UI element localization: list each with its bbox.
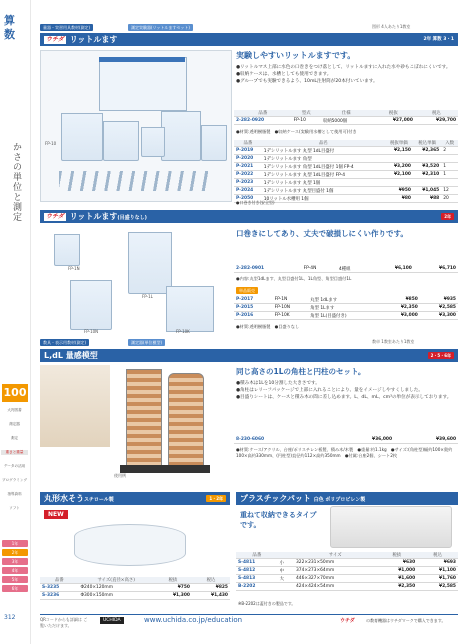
product-subtitle: 白色 ポリプロピレン製 [313,497,366,503]
table-row: S-4812 中 374×273×64mm ¥1,000 ¥1,100 [238,568,456,574]
tray-table: 品番 サイズ 税抜 税込 S-4811 小 322×231×50mm ¥630 ¥693 S-4812 中 374×273×64mm ¥1,000 ¥1,100 S-4813 大 446×327×70mm ¥1,600 ¥1,760 B-2202 424×424×54mm ¥2,350 ¥2,585 [238,553,456,589]
product-photo-cups [40,226,230,334]
brand-logo: ウチダ [46,35,64,43]
photo-label: FP-1L [142,294,153,299]
sidebar-item-2[interactable]: 測定器 [9,422,20,426]
sidebar-item-6[interactable]: プログラミング [1,478,28,482]
grade-tab-5[interactable]: 5年 [2,576,28,583]
tank-table: 品番 サイズ(直径×高さ) 税抜 税込 S-3235 Φ240×120mm ¥750 ¥825 S-3236 Φ300×150mm ¥1,300 ¥1,430 [42,578,228,598]
brand-logo: ウチダ [46,212,64,220]
feature-list [236,380,456,401]
table-row: 8-230-6060 ¥36,000 ¥39,600 [236,437,456,442]
product-subtitle: (目盛りなし) [117,215,147,221]
product-table [234,265,458,273]
feature-item: ●グループでも実験できるよう、10mL注射筒が20本付いています。 [236,79,378,84]
footer-url[interactable]: www.uchida.co.jp/education [144,616,243,624]
table-row: P-2022 1デシリットルます 丸型 1dL目盛付 FP-4 ¥2,100 ¥2,310 1 [234,171,458,179]
grade-label: 2・5・6年 [428,352,454,359]
table-row: S-3236 Φ300×150mm ¥1,300 ¥1,430 [42,593,228,598]
subcategory-tag: 測定器(単位模型) [128,339,165,346]
grade-tab-3[interactable]: 3年 [2,558,28,565]
parts-table: 品番 品名 税抜単価 税込単価 入数 P-2019 1デシリットルます 丸型 1dL目盛付 ¥2,150 ¥2,365 2 P-2020 1デシリットルます 角型 P-2021 1デシリットルます 角型 1dL目盛付 1個 FP-4 ¥3,200 ¥3,520 1 P-2022 1デシリットルます 丸型 1dL目盛付 FP-4 ¥2,100 ¥2,310 1 P-2023 1デシリットルます 丸型 1個 P-2024 1デシリットルます 丸型目盛付 1個 ¥950 ¥1,045 12 P-2050 10リットル水槽用 1個 ¥80 ¥88 20 [234,140,458,203]
headline: 同じ高さの1Lの角柱と円柱のセット。 [236,367,366,376]
headline: 実験しやすいリットルますです。 [236,51,356,60]
sidebar [0,0,31,644]
section-heading: かさの単位と測定 [11,142,21,222]
footer-mark: ウチダ [340,618,355,624]
headline: 口巻きにしてあり、丈夫で破損しにくい作りです。 [236,229,408,238]
table-row: P-2024 1デシリットルます 丸型目盛付 1個 ¥950 ¥1,045 12 [234,187,458,195]
sidebar-item-3[interactable]: 測定 [10,436,19,440]
title-char-1: 算 [4,14,15,27]
product-bar-2 [40,210,458,223]
product-title: L,dL 量感模型 [44,351,98,360]
product-photo-volume-model [40,365,230,483]
usage-badge: 図形 4人あたり1教室 [372,24,411,29]
table-row: 2-282-0920 FP-10 収納5000個 ¥27,000 ¥29,700 [236,118,456,124]
feature-item: ●目盛りシートは、ケースと積み木の間に差し込めます。L、dL、mL、cm³の単位が表示しております。 [236,395,452,400]
product-bar-5 [236,492,458,505]
grade-tab-6[interactable]: 6年 [2,585,28,592]
category-tag: 量器・実習用具教材(測定) [40,24,93,31]
single-sale-label: 単品販売 [236,287,258,294]
page-title [4,14,15,42]
product-subtitle: スチロール製 [84,497,114,503]
grade-label: 1・2年 [206,495,226,502]
sidebar-item-7[interactable]: 指導資料 [7,492,22,496]
sidebar-item-1[interactable]: 大判図書 [7,408,22,412]
photo-label: FP-1N [68,266,80,271]
product-title: リットルます [69,212,118,221]
single-sale-table [234,296,458,320]
table-row: S-4811 小 322×231×50mm ¥630 ¥693 [238,560,456,566]
feature-item: ●積み木は1Lを10分割した大きさです。 [236,381,320,386]
category-tag: 教具・表示用教材(測定) [40,339,89,346]
grade-label: 2年 [441,213,454,220]
table-row: S-4813 大 446×327×70mm ¥1,600 ¥1,760 [238,576,456,582]
product-title: リットルます [69,35,118,44]
grade-tab-4[interactable]: 4年 [2,567,28,574]
table-row: P-2015 FP-10N 角型 1Lます ¥2,350 ¥2,585 [236,305,456,311]
material-note: ●材質:透明樹脂製 ●収納ケース(実験用水槽として使用可)付き [236,129,357,134]
new-badge: NEW [44,510,68,519]
title-char-2: 数 [4,28,15,41]
table-row: P-2020 1デシリットルます 角型 [234,155,458,163]
tray-note: ※B-2202は蓋付きの製品です。 [238,601,296,606]
sidebar-item-4[interactable]: 重さと重量 [1,450,28,455]
footer [40,614,458,627]
table-row: 2-282-0901 FP-4N 4種組 ¥6,100 ¥6,710 [236,266,456,272]
feature-item: ●角柱はレリーフパッケージで上部に入れることにより、量をイメージしやすくしました。 [236,388,423,393]
grade-tab-1[interactable]: 1年 [2,540,28,547]
footer-mark-note: の教育機器はウチダマークで購入できます。 [366,618,446,623]
table-row: P-2021 1デシリットルます 角型 1dL目盛付 1個 FP-4 ¥3,200 ¥3,520 1 [234,163,458,171]
grade-tab-2[interactable]: 2年 [2,549,28,556]
table-row: P-2019 1デシリットルます 丸型 1dL目盛付 ¥2,150 ¥2,365 2 [234,147,458,155]
sidebar-item-8[interactable]: ソフト [9,506,20,510]
parts-note: ●口巻き付き(安全型) [236,200,275,205]
photo-label: FP-10K [176,329,190,334]
tray-photo [330,506,452,548]
material-note: ●材質:透明樹脂製 ●目盛りなし [236,324,300,329]
product-table: 品番 型式 仕様 税抜 税込 2-282-0920 FP-10 収納5000個 ¥27,000 ¥29,700 [236,111,456,124]
usage-badge: 教卓 1教室あたり1教室 [372,339,415,344]
headline: 重ねて収納できるタイプです。 [240,511,317,529]
product-bar-3 [40,349,458,362]
table-row: S-3235 Φ240×120mm ¥750 ¥825 [42,585,228,590]
subcategory-tag: 測定実験器(リットルますセット) [128,24,193,31]
product-bar-4 [40,492,230,505]
table-row: P-2023 1デシリットルます 丸型 1個 [234,179,458,187]
contents-note: ●内容:丸型1dLます、丸型目盛付1L、1L角型、角型目盛付1L [236,276,352,281]
table-row: P-2017 FP-1N 丸型 1dLます ¥850 ¥935 [236,297,456,303]
tank-photo [74,524,186,566]
product-title: プラスチックパット [240,494,311,503]
feature-item: ●リットルマス上部に水色の口巻きをつけ落として、リットルますに入れた水や砂もこぼれにくいです。 [236,65,451,70]
feature-item: ●収納ケースは、水槽としても使用できます。 [236,72,332,77]
footer-note: QRコードからも詳細は ご覧いただけます。 [40,617,88,628]
spec-note: ●材質:ケース/アクリル、台座/ポリスチレン板製、積み木/木製 ●重量:約1.1kg ●サイズ:(角柱型)幅約100×奥約100×高約330mm、(円柱型)直径約112×高約350mm ●付属:台座2個、シート2枚 [236,447,453,458]
product-photo-liter-set [40,50,232,202]
grade-label: 2年 算数 3・1 [423,37,454,42]
footer-page-number: 312 [4,614,16,621]
feature-list [236,64,456,85]
footer-brand: UCHIDA [100,617,124,624]
table-row: P-2050 10リットル水槽用 1個 ¥80 ¥88 20 [234,195,458,203]
product-bar [40,33,458,46]
product-table [234,436,458,444]
table-row: P-2016 FP-10K 角型 1L(目盛付き) ¥3,000 ¥3,300 [236,313,456,319]
page-number: 100 [2,384,28,402]
product-title: 丸形水そう [44,494,84,503]
photo-label: FP-10N [84,329,99,334]
table-row: B-2202 424×424×54mm ¥2,350 ¥2,585 [238,584,456,589]
photo-label: FP-10 [45,141,57,146]
photo-label: 使用例 [114,473,126,478]
sidebar-item-5[interactable]: データの活用 [3,464,26,468]
